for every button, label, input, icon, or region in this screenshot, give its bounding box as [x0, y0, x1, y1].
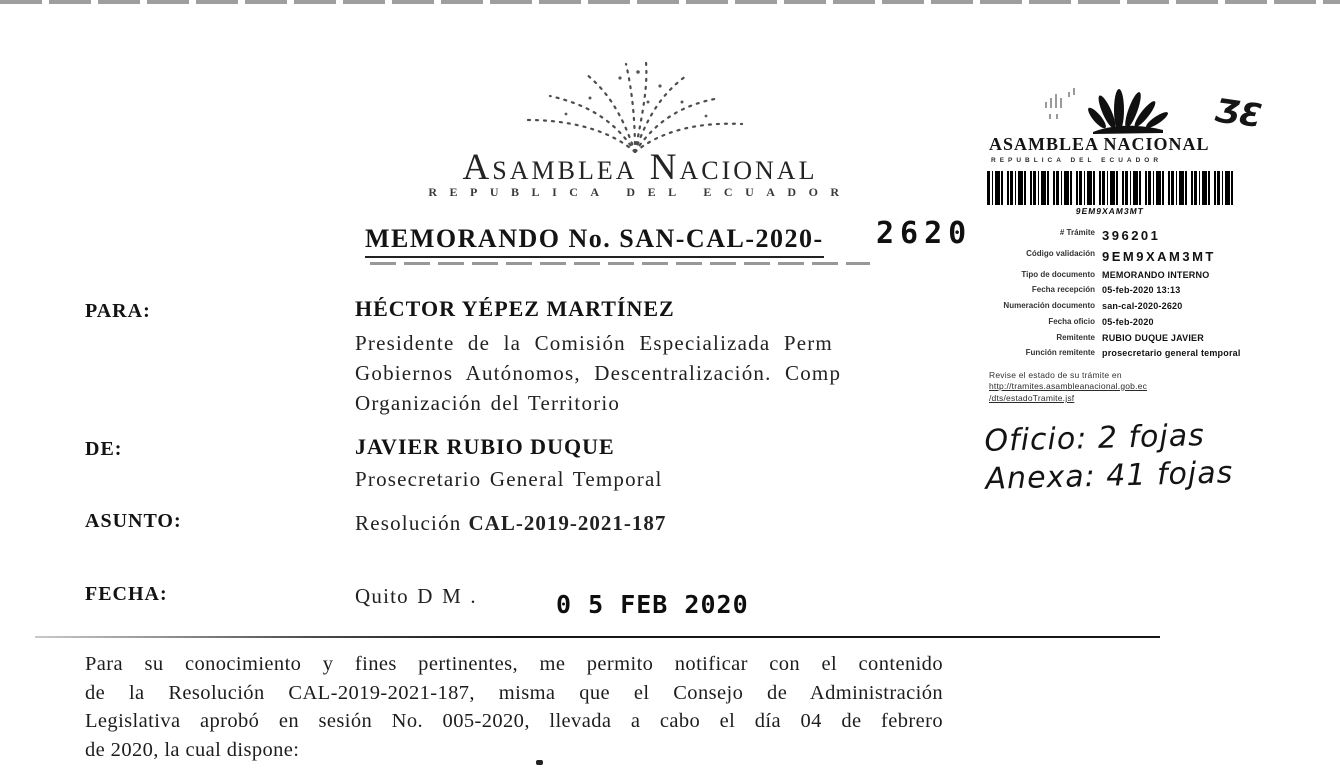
handwritten-page-mark: ƷƐ [1212, 90, 1265, 136]
feather-logo-icon [1023, 84, 1203, 141]
field-label-de: DE: [85, 438, 123, 460]
stamp-tracking-url-line2: /dts/estadoTramite.jsf [989, 393, 1075, 404]
stamp-org-subtitle: REPUBLICA DEL ECUADOR [991, 157, 1163, 164]
memo-title: MEMORANDO No. SAN-CAL-2020- [365, 224, 824, 258]
stamp-row-label: # Trámite [1059, 228, 1095, 237]
stamp-row-value-numeracion: san-cal-2020-2620 [1102, 301, 1183, 311]
stamp-org-title: ASAMBLEA NACIONAL [989, 134, 1210, 154]
stamp-row-label: Tipo de documento [1021, 269, 1095, 279]
stamp-row-value-fecha-oficio: 05-feb-2020 [1102, 316, 1154, 327]
recipient-title-line1: Presidente de la Comisión Especializada Perm [355, 331, 833, 355]
stamp-row-label: Remitente [1056, 332, 1095, 342]
stamp-row-value-fecha-recepcion: 05-feb-2020 13:13 [1102, 285, 1181, 296]
stamp-footer [985, 370, 1280, 406]
barcode-text: 9EM9XAM3MT [1075, 206, 1145, 216]
stamp-row-value-tipo: MEMORANDO INTERNO [1102, 269, 1210, 280]
stamp-row-label: Numeración documento [1003, 301, 1095, 310]
body-line-1: Para su conocimiento y fines pertinentes, me permito notificar con el contenido [85, 653, 943, 675]
receipt-stamp [985, 88, 1280, 513]
sender-name: JAVIER RUBIO DUQUE [355, 434, 615, 459]
memo-number-stamp: 2620 [876, 216, 973, 251]
letterhead-subtitle: REPUBLICA DEL ECUADOR [428, 185, 852, 199]
field-label-asunto: ASUNTO: [85, 510, 182, 532]
date-stamp: 0 5 FEB 2020 [556, 590, 749, 619]
stamp-row-label: Código validación [1026, 248, 1095, 258]
recipient-title-line2: Gobiernos Autónomos, Descentralización. Comp [355, 361, 842, 385]
body-line-2: de la Resolución CAL-2019-2021-187, misma que el Consejo de Administración [85, 681, 943, 704]
field-value-fecha [355, 581, 477, 611]
body-line-4: de 2020, la cual dispone: [85, 738, 300, 761]
scan-edge-dashed-line [0, 0, 1340, 4]
stamp-row-value-remitente: RUBIO DUQUE JAVIER [1102, 332, 1204, 343]
body-paragraph [85, 650, 943, 764]
stamp-row-value-funcion: prosecretario general temporal [1102, 348, 1241, 359]
stamp-row-label: Función remitente [1025, 348, 1095, 358]
stamp-row-label: Fecha recepción [1031, 285, 1095, 295]
memo-underline-smudge [370, 262, 870, 265]
stamp-detail-rows [985, 228, 1280, 360]
barcode [987, 171, 1233, 205]
stamp-row-value-tramite: 396201 [1102, 228, 1161, 243]
field-label-fecha: FECHA: [85, 583, 168, 605]
plant-logo-icon [470, 58, 800, 158]
stamp-tracking-url-line1: http://tramites.asambleanacional.gob.ec [989, 380, 1148, 391]
handwritten-notes [984, 415, 1281, 498]
stamp-row-value-codigo: 9EM9XAM3MT [1102, 248, 1216, 264]
section-divider-line [35, 636, 1160, 638]
field-value-para [355, 296, 841, 418]
sender-title: Prosecretario General Temporal [355, 467, 663, 491]
field-label-para: PARA: [85, 300, 151, 322]
recipient-title-line3: Organización del Territorio [355, 391, 621, 415]
asunto-resolution-code: CAL-2019-2021-187 [468, 511, 667, 535]
field-value-asunto [355, 508, 666, 538]
field-value-de [355, 434, 663, 494]
handwritten-note-oficio: Oficio: 2 fojas [984, 418, 1206, 459]
recipient-name: HÉCTOR YÉPEZ MARTÍNEZ [355, 296, 675, 321]
letterhead-title: Asamblea Nacional [462, 147, 818, 188]
fecha-city: Quito D M . [355, 584, 477, 608]
stamp-footer-note: Revise el estado de su trámite en [989, 369, 1122, 380]
handwritten-note-anexa: Anexa: 41 fojas [985, 454, 1234, 497]
stamp-row-label: Fecha oficio [1048, 316, 1095, 326]
ink-speck [536, 760, 543, 765]
asunto-prefix: Resolución [355, 511, 462, 535]
body-line-3: Legislativa aprobó en sesión No. 005-2020, llevada a cabo el día 04 de febrero [85, 710, 943, 732]
